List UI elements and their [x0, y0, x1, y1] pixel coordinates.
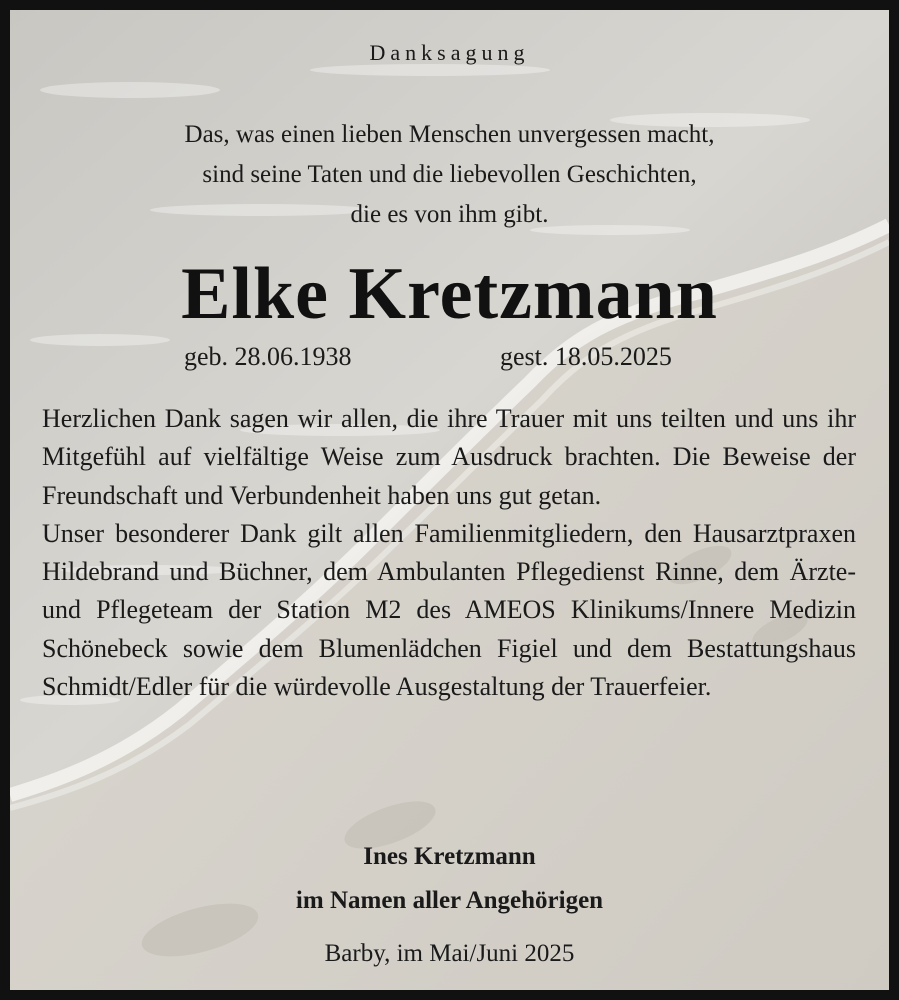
death-date: gest. 18.05.2025 [500, 342, 672, 371]
heading-danksagung: Danksagung [369, 40, 530, 65]
memorial-quote [10, 115, 889, 235]
quote-line: Das, was einen lieben Menschen unvergessen macht, [184, 121, 715, 148]
thank-you-paragraph: Unser besonderer Dank gilt allen Familienmitgliedern, den Hausarztpraxen Hildebrand und Büchner, dem Ambulanten Pflegedienst Rinne, dem Ärzte- und Pflegeteam der Station M2 des AMEOS Klinikums/Innere Medizin Schönebeck sowie dem Blumenlädchen Figiel und dem Bestattungshaus Schmidt/Edler für die würdevolle Ausgestaltung der Trauerfeier. [42, 518, 856, 702]
thank-you-paragraph: Herzlichen Dank sagen wir allen, die ihre Trauer mit uns teilten und uns ihr Mitgefühl auf vielfältige Weise zum Ausdruck brachten. Die Beweise der Freundschaft und Verbundenheit haben uns gut getan. [42, 404, 856, 510]
signature-name: Ines Kretzmann [363, 843, 536, 870]
signature [10, 835, 889, 923]
thank-you-text [42, 400, 856, 706]
birth-date: geb. 28.06.1938 [184, 342, 352, 371]
signature-subline: im Namen aller Angehörigen [295, 887, 604, 914]
quote-line: sind seine Taten und die liebevollen Geschichten, [202, 161, 697, 188]
deceased-name: Elke Kretzmann [181, 253, 718, 335]
quote-line: die es von ihm gibt. [350, 201, 549, 228]
place-date: Barby, im Mai/Juni 2025 [324, 940, 575, 967]
